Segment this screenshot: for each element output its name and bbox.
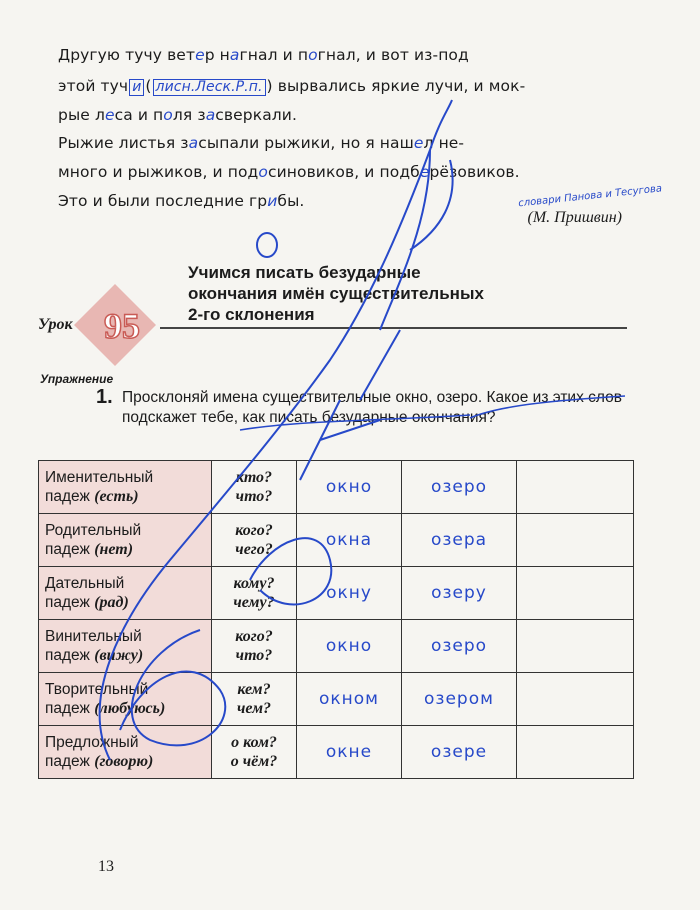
table-row [39,461,634,514]
answer-okno-cell: окне [297,726,402,779]
empty-cell [517,726,634,779]
answer-ozero-cell: озера [402,514,517,567]
margin-note: словари Панова и Тесугова [517,183,663,210]
question-cell: кто? что? [212,461,297,514]
empty-cell [517,461,634,514]
text-line-6: Это и были последние грибы. [58,192,305,210]
text-line-3: рые леса и поля засверкали. [58,106,297,124]
answer-ozero-cell: озеро [402,620,517,673]
page-number: 13 [98,858,114,875]
case-name-cell: Родительный падеж (нет) [39,514,212,567]
answer-ozero-cell: озеру [402,567,517,620]
lesson-label: Урок [38,316,73,333]
case-name-cell: Именительный падеж (есть) [39,461,212,514]
answer-okno-cell: окна [297,514,402,567]
empty-cell [517,514,634,567]
table-row [39,673,634,726]
empty-cell [517,567,634,620]
answer-okno-cell: окно [297,461,402,514]
question-cell: кому? чему? [212,567,297,620]
handwritten-note: лисн.Леск.Р.п. [153,79,266,96]
title-divider [160,327,627,329]
answer-ozero-cell: озеро [402,461,517,514]
text-line-4: Рыжие листья засыпали рыжики, но я нашел не- [58,134,465,152]
exercise-text: Просклоняй имена существительные окно, озеро. Какое из этих слов подскажет тебе, как писать безударные окончания? [122,389,622,426]
answer-ozero-cell: озере [402,726,517,779]
lesson-number: 95 [104,306,140,346]
handwritten-box: и [129,79,144,96]
exercise-number: 1. [96,386,113,408]
table-row [39,567,634,620]
question-cell: кем? чем? [212,673,297,726]
empty-cell [517,673,634,726]
question-cell: кого? что? [212,620,297,673]
answer-okno-cell: окно [297,620,402,673]
lesson-title: Учимся писать безударные окончания имён существительных 2-го склонения [188,263,484,324]
answer-ozero-cell: озером [402,673,517,726]
answer-okno-cell: окну [297,567,402,620]
question-cell: кого? чего? [212,514,297,567]
case-name-cell: Винительный падеж (вижу) [39,620,212,673]
exercise-label: Упражнение [40,372,114,386]
case-name-cell: Дательный падеж (рад) [39,567,212,620]
text-line-5: много и рыжиков, и подосиновиков, и подберёзовиков. [58,163,520,181]
table-row [39,620,634,673]
declension-table [38,460,634,779]
text-line-1: Другую тучу ветер нагнал и погнал, и вот из-под [58,46,469,64]
case-name-cell: Предложный падеж (говорю) [39,726,212,779]
source-author: (М. Пришвин) [527,209,622,226]
scribble-circle [257,233,277,257]
answer-okno-cell: окном [297,673,402,726]
question-cell: о ком? о чём? [212,726,297,779]
text-line-2: этой туч и ( лисн.Леск.Р.п. ) вырвались яркие лучи, и мок- [58,77,526,95]
table-row [39,514,634,567]
empty-cell [517,620,634,673]
case-name-cell: Творительный падеж (любуюсь) [39,673,212,726]
table-row [39,726,634,779]
